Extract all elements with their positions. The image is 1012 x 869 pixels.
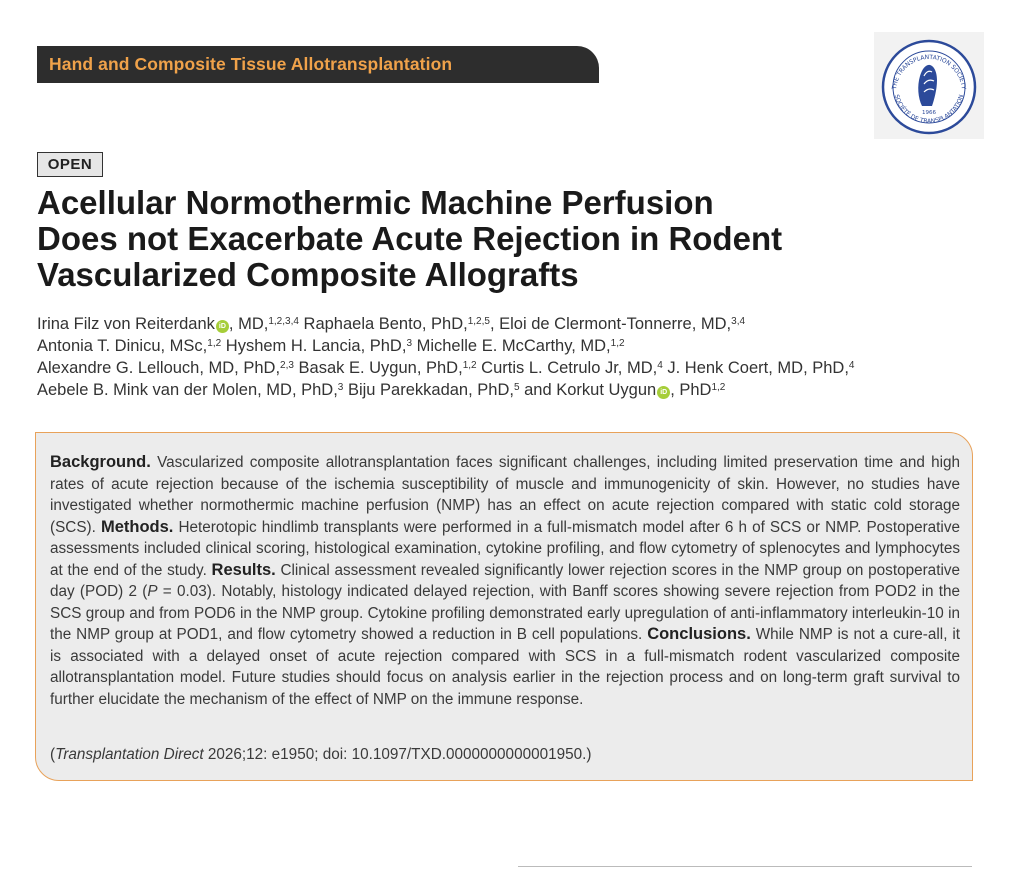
title-line: Acellular Normothermic Machine Perfusion xyxy=(37,184,714,221)
author-line: Aebele B. Mink van der Molen, MD, PhD,$^3$ Biju Parekkadan, PhD,$^5$ and Korkut Uygun iD , PhD$^{1,2}$ xyxy=(37,381,726,399)
citation-doi[interactable]: 2026;12: e1950; doi: 10.1097/TXD.0000000000001950.) xyxy=(203,746,592,763)
citation: (Transplantation Direct 2026;12: e1950; doi: 10.1097/TXD.0000000000001950.) xyxy=(50,746,592,763)
author-name: Irina Filz von Reiterdank xyxy=(37,315,215,333)
author-line: Alexandre G. Lellouch, MD, PhD,$^{2,3}$ Basak E. Uygun, PhD,$^{1,2}$ Curtis L. Cetrulo Jr, MD,$^4$ J. Henk Coert, MD, PhD,$^4$ xyxy=(37,359,855,377)
title-line: Does not Exacerbate Acute Rejection in Rodent xyxy=(37,220,783,257)
background-heading: Background. xyxy=(50,453,151,471)
orcid-icon[interactable]: iD xyxy=(657,386,670,399)
transplantation-society-logo xyxy=(874,32,984,139)
author-name: and Korkut Uygun xyxy=(519,381,657,399)
results-heading: Results. xyxy=(211,560,276,579)
society-seal-icon xyxy=(874,32,984,139)
footer-divider xyxy=(518,866,972,867)
author-name: J. Henk Coert, MD, PhD, xyxy=(662,359,849,377)
section-banner-label: Hand and Composite Tissue Allotransplantation xyxy=(49,54,453,74)
logo-year: 1966 xyxy=(922,110,936,116)
methods-heading: Methods. xyxy=(100,517,174,536)
author-name: Antonia T. Dinicu, MSc, xyxy=(37,337,208,355)
section-banner xyxy=(37,46,599,83)
journal-name: Transplantation Direct xyxy=(55,746,204,763)
open-access-label: OPEN xyxy=(47,156,93,173)
author-name: Basak E. Uygun, PhD, xyxy=(293,359,463,377)
title-line: Vascularized Composite Allografts xyxy=(37,256,579,293)
author-name: Aebele B. Mink van der Molen, MD, PhD, xyxy=(37,381,338,399)
logo-bottom-text: SOCIÉTÉ DE TRANSPLANTATION xyxy=(892,93,966,126)
author-name: Biju Parekkadan, PhD, xyxy=(343,381,514,399)
conclusions-heading: Conclusions. xyxy=(647,625,751,643)
author-name: Raphaela Bento, PhD, xyxy=(298,315,468,333)
author-list xyxy=(37,313,987,401)
abstract-box xyxy=(35,432,973,781)
author-name: Alexandre G. Lellouch, MD, PhD, xyxy=(37,359,281,377)
author-name: , Eloi de Clermont-Tonnerre, MD, xyxy=(489,315,732,333)
author-name: Michelle E. McCarthy, MD, xyxy=(412,337,611,355)
article-title xyxy=(37,185,987,293)
author-name: Curtis L. Cetrulo Jr, MD, xyxy=(476,359,658,377)
logo-top-text: THE TRANSPLANTATION SOCIETY xyxy=(891,53,967,90)
abstract-text: Background. Vascularized composite allotransplantation faces significant challenges, including limited preservation time and high rates of acute rejection because of the ischemia susceptibility of muscle and immunogenicity of skin. However, no studies have investigated whether normothermic machine perfusion (NMP) has an effect on acute rejection compared with static cold storage (SCS). Methods. Heterotopic hindlimb transplants were performed in a full-mismatch model after 6 h of SCS or NMP. Postoperative assessments included clinical scoring, histological examination, cytokine profiling, and flow cytometry of splenocytes and lymphocytes at the end of the study. Results. Clinical assessment revealed significantly lower rejection scores in the NMP group on postoperative day (POD) 2 (P = 0.03). Notably, histology indicated delayed rejection, with Banff scores showing severe rejection from POD2 in the SCS group and from POD6 in the NMP group. Cytokine profiling demonstrated early upregulation of anti-inflammatory interleukin-10 in the NMP group at POD1, and flow cytometry showed a reduction in B cell populations. Conclusions. While NMP is not a cure-all, it is associated with a delayed onset of acute rejection compared with SCS in a full-mismatch rodent vascularized composite allotransplantation model. Future studies should focus on analysis earlier in the rejection process and on long-term graft survival to further elucidate the mechanism of the effect of NMP on the immune response. xyxy=(50,453,960,708)
orcid-icon[interactable]: iD xyxy=(216,320,229,333)
author-line: Irina Filz von Reiterdank iD , MD,$^{1,2,3,4}$ Raphaela Bento, PhD,$^{1,2,5}$, Eloi de Clermont-Tonnerre, MD,$^{3,4}$ xyxy=(37,315,746,333)
author-line: Antonia T. Dinicu, MSc,$^{1,2}$ Hyshem H. Lancia, PhD,$^3$ Michelle E. McCarthy, MD,$^{1,2}$ xyxy=(37,337,625,355)
open-access-badge xyxy=(37,152,103,177)
author-name: Hyshem H. Lancia, PhD, xyxy=(221,337,407,355)
